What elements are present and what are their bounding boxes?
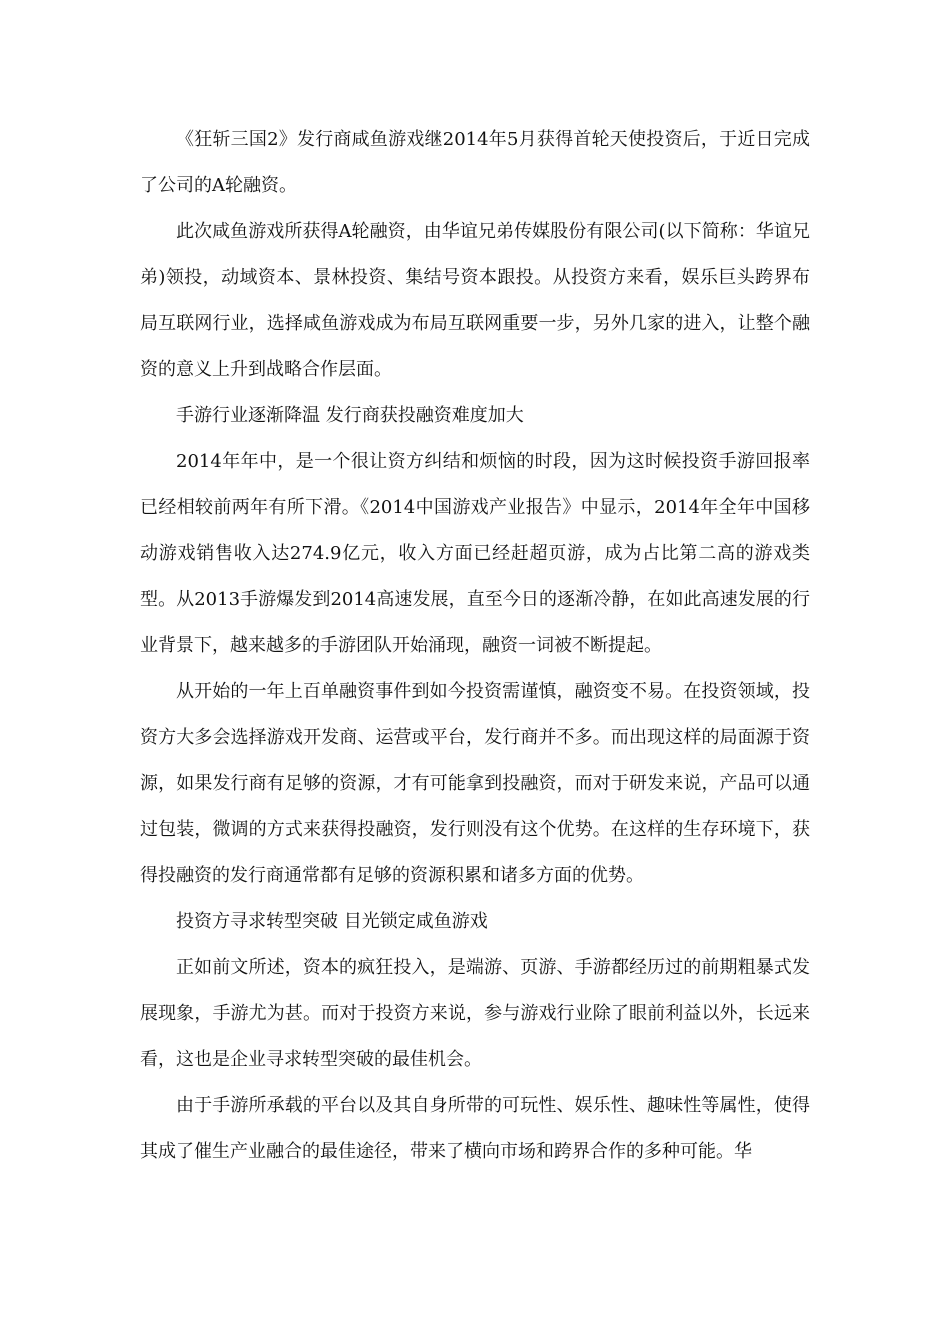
- article-body: [140, 117, 810, 1175]
- section-heading-industry-cooling: 手游行业逐渐降温 发行商获投融资难度加大: [176, 405, 524, 426]
- paragraph-market-data: 2014年年中，是一个很让资方纠结和烦恼的时段，因为这时候投资手游回报率已经相较前两年有所下滑。《2014中国游戏产业报告》中显示，2014年全年中国移动游戏销售收入达274.9亿元，收入方面已经赶超页游，成为占比第二高的游戏类型。从2013手游爆发到2014高速发展，直至今日的逐渐冷静，在如此高速发展的行业背景下，越来越多的手游团队开始涌现，融资一词被不断提起。: [140, 451, 810, 656]
- section-heading-investor-transformation: 投资方寻求转型突破 目光锁定咸鱼游戏: [176, 911, 488, 932]
- paragraph-investors: 此次咸鱼游戏所获得A轮融资，由华谊兄弟传媒股份有限公司(以下简称：华谊兄弟)领投，动域资本、景林投资、集结号资本跟投。从投资方来看，娱乐巨头跨界布局互联网行业，选择咸鱼游戏成为布局互联网重要一步，另外几家的进入，让整个融资的意义上升到战略合作层面。: [140, 221, 810, 380]
- paragraph-capital-influx: 正如前文所述，资本的疯狂投入，是端游、页游、手游都经历过的前期粗暴式发展现象，手游尤为甚。而对于投资方来说，参与游戏行业除了眼前利益以外，长远来看，这也是企业寻求转型突破的最佳机会。: [140, 957, 810, 1070]
- paragraph-investment-environment: 从开始的一年上百单融资事件到如今投资需谨慎，融资变不易。在投资领域，投资方大多会选择游戏开发商、运营或平台，发行商并不多。而出现这样的局面源于资源，如果发行商有足够的资源，才有可能拿到投融资，而对于研发来说，产品可以通过包装，微调的方式来获得投融资，发行则没有这个优势。在这样的生存环境下，获得投融资的发行商通常都有足够的资源积累和诸多方面的优势。: [140, 681, 810, 886]
- paragraph-funding-announcement: 《狂斩三国2》发行商咸鱼游戏继2014年5月获得首轮天使投资后，于近日完成了公司的A轮融资。: [140, 129, 810, 196]
- paragraph-industry-fusion: 由于手游所承载的平台以及其自身所带的可玩性、娱乐性、趣味性等属性，使得其成了催生产业融合的最佳途径，带来了横向市场和跨界合作的多种可能。华: [140, 1095, 810, 1162]
